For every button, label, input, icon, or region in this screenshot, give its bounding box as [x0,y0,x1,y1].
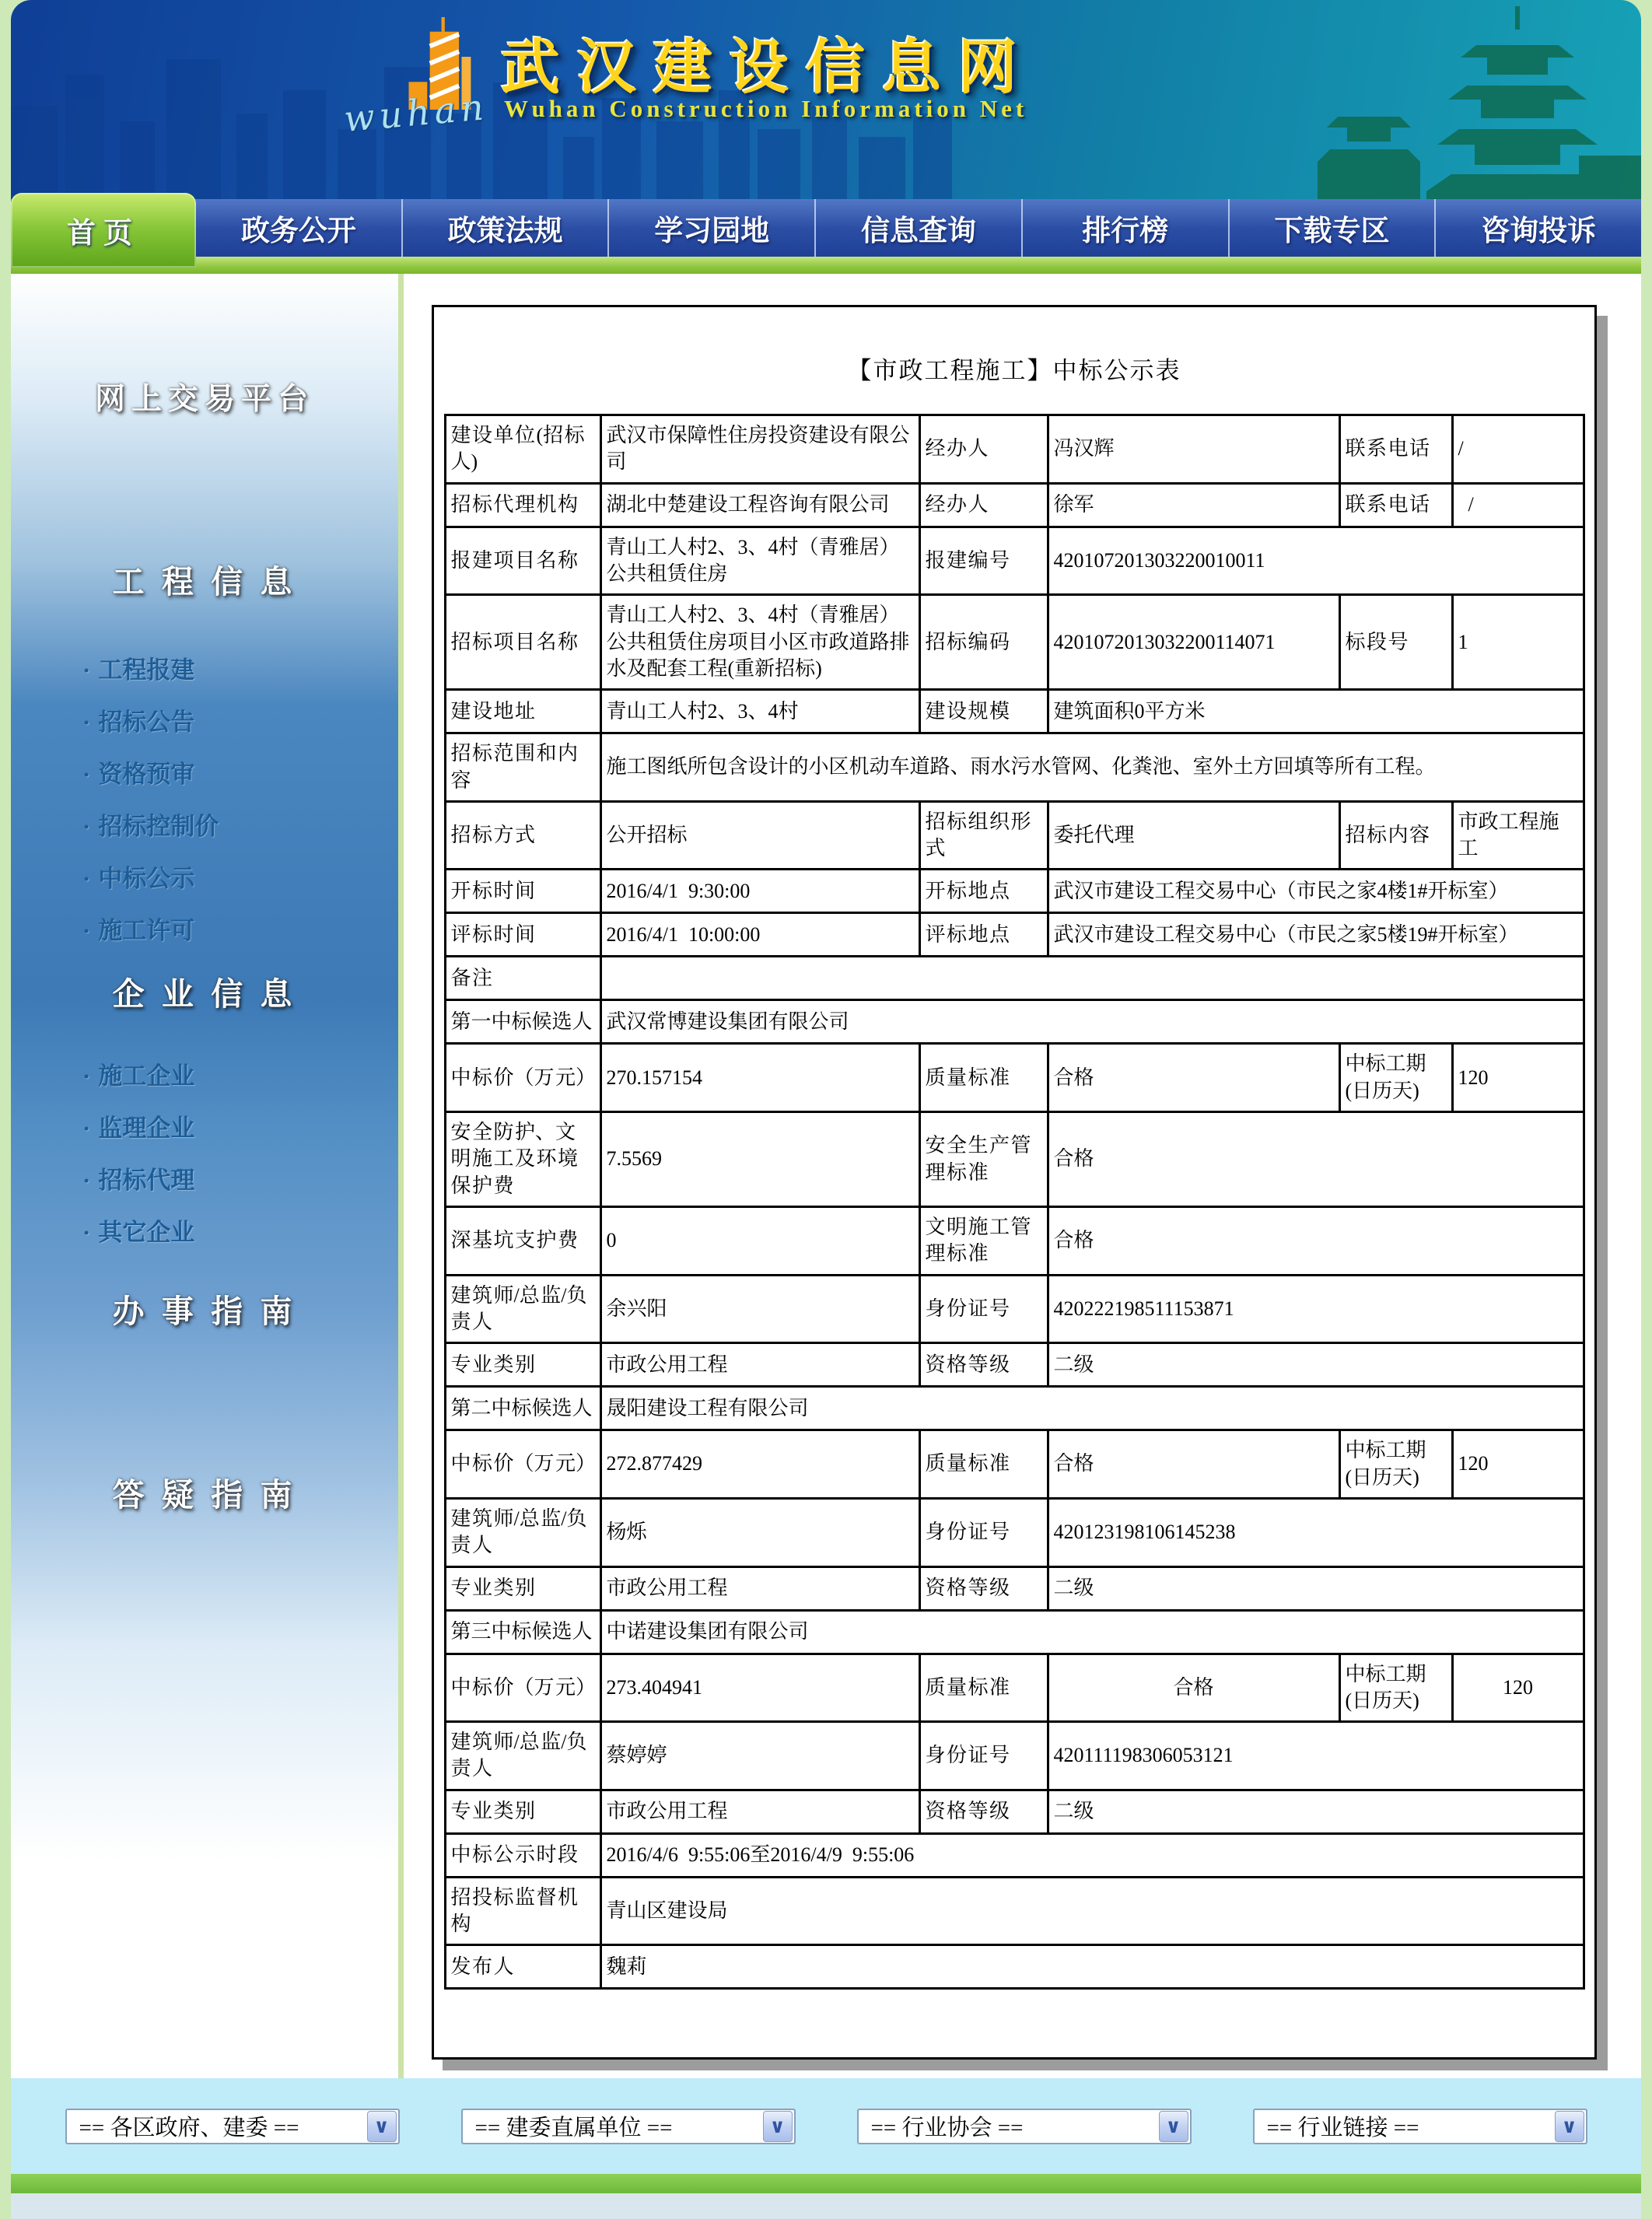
table-label-cell: 资 格 等 级 [919,1566,1048,1610]
table-value-cell: 青山工人村2、3、4村（青雅居）公共租赁住房 [600,527,919,595]
table-value-cell: 合格 [1048,1654,1339,1722]
table-row [445,1722,1584,1790]
table-value-cell: 120 [1452,1430,1584,1499]
table-label-cell: 质 量 标 准 [919,1430,1048,1499]
table-label-cell: 建 筑 师/总 监/负 责 人 [445,1498,600,1566]
table-label-cell: 身 份 证 号 [919,1722,1048,1790]
table-label-cell: 中标工期(日历天) [1339,1044,1452,1112]
table-label-cell: 经 办 人 [919,483,1048,527]
nav-tab-consult[interactable]: 咨询投诉 [1481,215,1597,247]
table-label-cell: 安 全 防 护、文 明 施 工 及 环 境 保 护 费 [445,1112,600,1207]
dropdown-arrow-icon[interactable]: ∨ [367,2111,397,2142]
table-label-cell: 建 设 单 位 (招 标 人) [445,415,600,484]
table-row [445,415,1584,484]
table-row [445,1790,1584,1833]
table-row [445,1833,1584,1877]
sidebar-item-tender-control-price[interactable]: · 招标控制价 [82,813,219,840]
footer-select-label: == 行业链接 == [1266,2116,1419,2140]
nav-tab-policy[interactable]: 政策法规 [403,199,610,257]
table-row [445,1207,1584,1276]
table-value-cell: 冯汉辉 [1048,415,1339,484]
nav-tab-gov-open[interactable]: 政务公开 [196,199,403,257]
table-label-cell: 招 标 组 织 形 式 [919,801,1048,870]
table-label-cell: 第二中标候选人 [445,1387,600,1430]
table-value-cell: 1 [1452,595,1584,690]
footer-select-label: == 建委直属单位 == [474,2116,673,2140]
nav-green-divider [11,257,1641,274]
table-value-cell: 二级 [1048,1790,1584,1833]
sidebar-item-bid-announcement[interactable]: · 中标公示 [82,865,195,892]
table-row [445,913,1584,957]
table-row [445,870,1584,913]
table-label-cell: 安 全 生 产 管 理 标 准 [919,1112,1048,1207]
content-area [404,274,1641,2078]
table-value-cell: 青山区建设局 [600,1877,1584,1945]
sidebar-items-enterprise-info [11,1050,398,1258]
bullet-icon: · [82,761,91,788]
table-label-cell: 质 量 标 准 [919,1044,1048,1112]
table-row [445,1430,1584,1499]
table-label-cell: 深 基 坑 支 护 费 [445,1207,600,1276]
table-value-cell: 魏莉 [600,1945,1584,1989]
table-value-cell: 蔡婷婷 [600,1722,919,1790]
table-label-cell: 开 标 时 间 [445,870,600,913]
table-value-cell: 施工图纸所包含设计的小区机动车道路、雨水污水管网、化粪池、室外土方回填等所有工程。 [600,733,1584,802]
nav-tab-download[interactable]: 下载专区 [1230,199,1437,257]
table-row [445,1000,1584,1044]
table-label-cell: 经 办 人 [919,415,1048,484]
table-value-cell: 武汉市建设工程交易中心（市民之家4楼1#开标室） [1048,870,1584,913]
table-label-cell: 报 建 编 号 [919,527,1048,595]
table-row [445,1877,1584,1945]
table-label-cell: 建 筑 师/总 监/负 责 人 [445,1275,600,1343]
table-label-cell: 建 筑 师/总 监/负 责 人 [445,1722,600,1790]
table-value-cell: 合格 [1048,1207,1584,1276]
table-row [445,1654,1584,1722]
table-label-cell: 专 业 类 别 [445,1343,600,1387]
main-area [11,274,1641,2078]
table-label-cell: 发 布 人 [445,1945,600,1989]
sidebar-platform-title: 网上交易平台 [94,383,314,416]
table-row [445,1044,1584,1112]
table-value-cell: 7.5569 [600,1112,919,1207]
table-value-cell: 委托代理 [1048,801,1339,870]
sidebar-item-tender-agency[interactable]: · 招标代理 [82,1167,195,1194]
logo-script-text: wuhan [342,86,490,140]
bullet-icon: · [82,813,91,840]
table-label-cell: 建 设 规 模 [919,690,1048,733]
table-value-cell: 420123198106145238 [1048,1498,1584,1566]
table-value-cell: 合格 [1048,1044,1339,1112]
table-label-cell: 资 格 等 级 [919,1790,1048,1833]
table-label-cell: 招 投 标 监 督 机 构 [445,1877,600,1945]
table-row [445,483,1584,527]
table-label-cell: 招 标 内 容 [1339,801,1452,870]
table-value-cell: 市政公用工程 [600,1566,919,1610]
table-value-cell: 273.404941 [600,1654,919,1722]
table-row [445,595,1584,690]
table-value-cell: 杨烁 [600,1498,919,1566]
table-row [445,733,1584,802]
table-value-cell: 市政公用工程 [600,1790,919,1833]
footer-green-divider [11,2174,1641,2193]
footer-select-district-gov[interactable] [65,2109,400,2144]
yellow-crane-tower-icon [1307,0,1641,199]
table-label-cell: 身 份 证 号 [919,1275,1048,1343]
footer-select-industry-assoc[interactable] [857,2109,1192,2144]
table-value-cell: 建筑面积0平方米 [1048,690,1584,733]
bullet-icon: · [82,1219,91,1246]
table-label-cell: 建 设 地 址 [445,690,600,733]
table-label-cell: 中 标 公 示 时 段 [445,1833,600,1877]
sidebar-item-construction-permit[interactable]: · 施工许可 [82,917,195,944]
table-row [445,1275,1584,1343]
table-row [445,1945,1584,1989]
table-row [445,1112,1584,1207]
table-label-cell: 资 格 等 级 [919,1343,1048,1387]
footer-select-label: == 各区政府、建委 == [79,2116,299,2140]
bullet-icon: · [82,865,91,892]
table-row [445,1566,1584,1610]
table-label-cell: 标 段 号 [1339,595,1452,690]
footer-select-committee-units[interactable] [461,2109,796,2144]
table-value-cell: 公开招标 [600,801,919,870]
announcement-panel [432,305,1597,2060]
table-value-cell: 市政工程施工 [1452,801,1584,870]
sidebar-item-project-report[interactable]: · 工程报建 [82,656,195,684]
site-title: 武汉建设信息网 [501,36,1034,101]
table-value-cell: 420111198306053121 [1048,1722,1584,1790]
table-label-cell: 备 注 [445,957,600,1000]
table-label-cell: 中 标 价（万 元） [445,1430,600,1499]
table-value-cell: 420222198511153871 [1048,1275,1584,1343]
footer-select-industry-links[interactable] [1253,2109,1587,2144]
page-title: 【市政工程施工】中标公示表 [847,357,1181,384]
site-subtitle: Wuhan Construction Information Net [504,95,1028,122]
table-label-cell: 中标工期(日历天) [1339,1430,1452,1499]
table-value-cell: 0 [600,1207,919,1276]
sidebar-section-enterprise-info: 企 业 信 息 [112,976,297,1012]
table-label-cell: 招 标 编 码 [919,595,1048,690]
sidebar-items-project-info [11,644,398,957]
table-row [445,957,1584,1000]
table-label-cell: 中 标 价（万 元） [445,1654,600,1722]
bullet-icon: · [82,1062,91,1090]
table-row [445,1387,1584,1430]
table-label-cell: 招 标 代 理 机 构 [445,483,600,527]
bullet-icon: · [82,917,91,944]
bid-announcement-table [444,414,1585,1990]
nav-tab-study[interactable]: 学习园地 [609,199,816,257]
table-value-cell: 2016/4/1 10:00:00 [600,913,919,957]
sidebar-menu [11,563,398,1514]
table-value-cell: 余兴阳 [600,1275,919,1343]
table-row [445,690,1584,733]
table-row [445,1343,1584,1387]
table-row [445,1610,1584,1654]
page-frame [11,0,1641,2219]
table-value-cell: 武汉市保障性住房投资建设有限公司 [600,415,919,484]
table-label-cell: 第三中标候选人 [445,1610,600,1654]
nav-tab-info-query[interactable]: 信息查询 [816,199,1023,257]
table-label-cell: 中标工期(日历天) [1339,1654,1452,1722]
table-value-cell: 武汉市建设工程交易中心（市民之家5楼19#开标室） [1048,913,1584,957]
nav-tab-home[interactable]: 首页 [11,193,196,268]
table-label-cell: 报 建 项 目 名 称 [445,527,600,595]
table-value-cell: 合格 [1048,1430,1339,1499]
table-row [445,1498,1584,1566]
sidebar [11,274,404,2078]
table-value-cell: 120 [1452,1654,1584,1722]
footer-links-bar [11,2078,1641,2174]
table-value-cell: 二级 [1048,1343,1584,1387]
sidebar-item-other-enterprise[interactable]: · 其它企业 [82,1219,195,1246]
bullet-icon: · [82,1167,91,1194]
table-value-cell: 4201072013032200114071 [1048,595,1339,690]
table-value-cell: 2016/4/1 9:30:00 [600,870,919,913]
sidebar-item-prequalification[interactable]: · 资格预审 [82,761,195,788]
table-label-cell: 质 量 标 准 [919,1654,1048,1722]
table-row [445,527,1584,595]
bullet-icon: · [82,709,91,736]
table-value-cell: 270.157154 [600,1044,919,1112]
table-label-cell: 专 业 类 别 [445,1566,600,1610]
table-value-cell: 青山工人村2、3、4村 [600,690,919,733]
table-value-cell: 2016/4/6 9:55:06至2016/4/9 9:55:06 [600,1833,1584,1877]
table-label-cell: 专 业 类 别 [445,1790,600,1833]
table-value-cell: / [1452,415,1584,484]
table-label-cell: 联 系 电 话 [1339,483,1452,527]
table-value-cell: 120 [1452,1044,1584,1112]
table-value-cell: 二级 [1048,1566,1584,1610]
dropdown-arrow-icon[interactable]: ∨ [1159,2111,1188,2142]
table-label-cell: 第一中标候选人 [445,1000,600,1044]
table-value-cell [600,957,1584,1000]
footer-select-label: == 行业协会 == [870,2116,1024,2140]
dropdown-arrow-icon[interactable]: ∨ [763,2111,793,2142]
table-label-cell: 联 系 电 话 [1339,415,1452,484]
main-nav [11,199,1641,257]
nav-tab-ranking[interactable]: 排行榜 [1023,199,1230,257]
sidebar-section-project-info: 工 程 信 息 [112,564,297,600]
table-value-cell: 市政公用工程 [600,1343,919,1387]
table-label-cell: 招 标 项 目 名 称 [445,595,600,690]
sidebar-section-service-guide: 办 事 指 南 [112,1293,297,1329]
dropdown-arrow-icon[interactable]: ∨ [1555,2111,1584,2142]
table-value-cell: 420107201303220010011 [1048,527,1584,595]
table-value-cell: 徐军 [1048,483,1339,527]
sidebar-item-tender-notice[interactable]: · 招标公告 [82,709,195,736]
sidebar-section-qa-guide: 答 疑 指 南 [112,1477,297,1513]
sidebar-item-supervision-enterprise[interactable]: · 监理企业 [82,1115,195,1142]
table-label-cell: 中 标 价（万 元） [445,1044,600,1112]
table-label-cell: 文 明 施 工 管 理 标 准 [919,1207,1048,1276]
bullet-icon: · [82,656,91,684]
bullet-icon: · [82,1115,91,1142]
table-value-cell: 晟阳建设工程有限公司 [600,1387,1584,1430]
table-value-cell: 合格 [1048,1112,1584,1207]
table-label-cell: 招 标 范 围 和 内 容 [445,733,600,802]
table-label-cell: 评 标 地 点 [919,913,1048,957]
table-label-cell: 评 标 时 间 [445,913,600,957]
table-value-cell: 青山工人村2、3、4村（青雅居）公共租赁住房项目小区市政道路排水及配套工程(重新招标) [600,595,919,690]
table-value-cell: 武汉常博建设集团有限公司 [600,1000,1584,1044]
site-header [11,0,1641,199]
table-label-cell: 身 份 证 号 [919,1498,1048,1566]
table-label-cell: 招 标 方 式 [445,801,600,870]
footer-bottom-bar [11,2193,1641,2219]
sidebar-item-construction-enterprise[interactable]: · 施工企业 [82,1062,195,1090]
table-value-cell: 中诺建设集团有限公司 [600,1610,1584,1654]
table-value-cell: / [1452,483,1584,527]
table-row [445,801,1584,870]
table-value-cell: 272.877429 [600,1430,919,1499]
table-label-cell: 开 标 地 点 [919,870,1048,913]
table-value-cell: 湖北中楚建设工程咨询有限公司 [600,483,919,527]
